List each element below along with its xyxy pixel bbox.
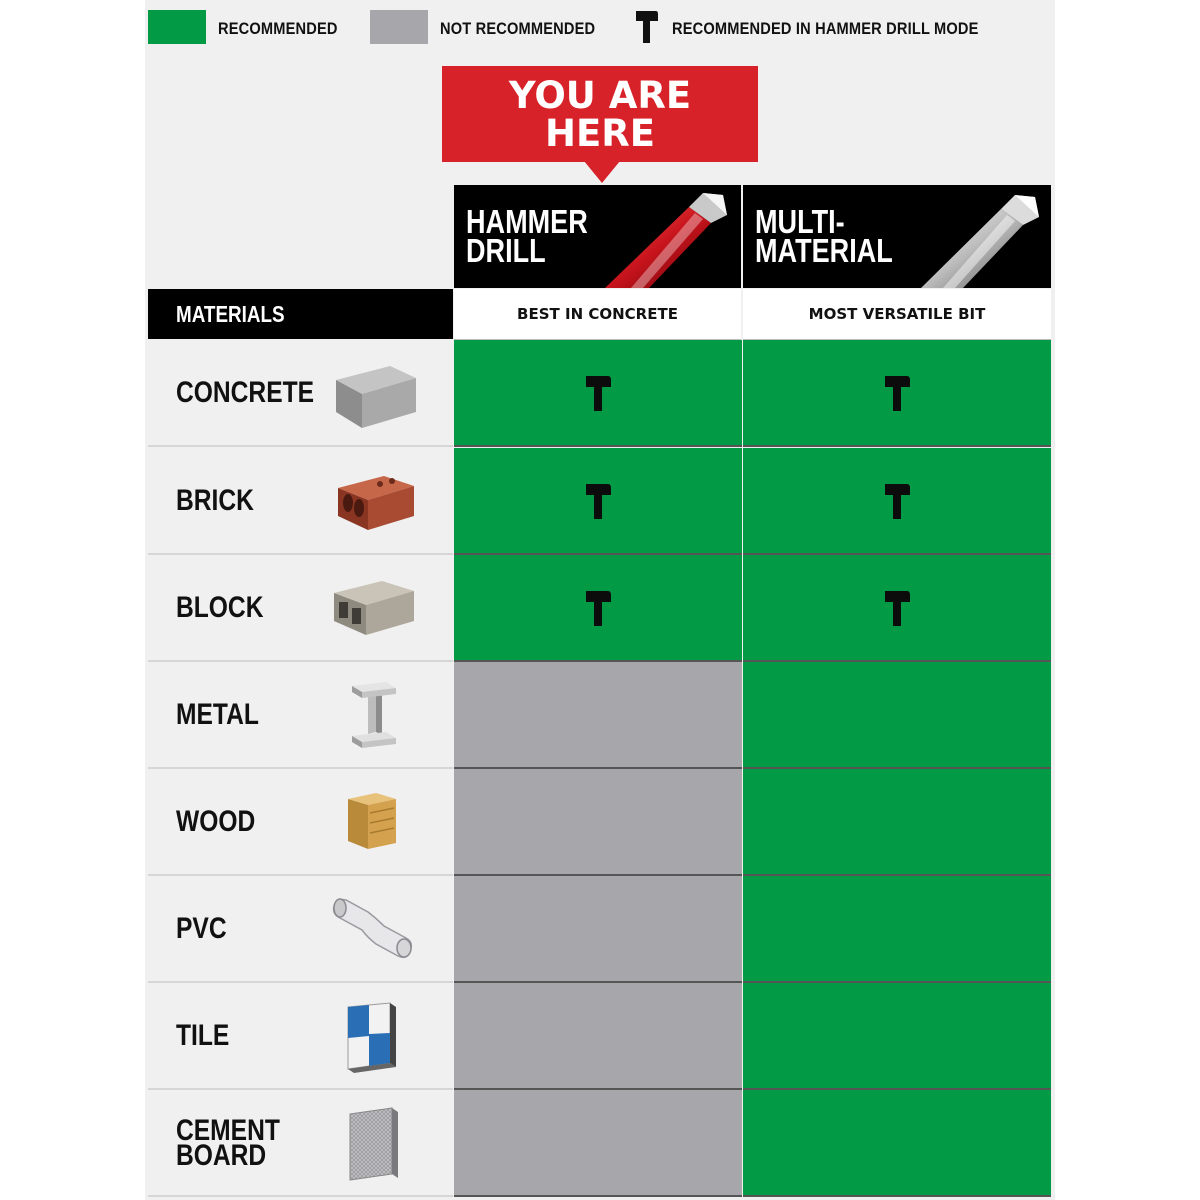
table-row xyxy=(148,555,1051,662)
column-subtitle-hammer-drill: BEST IN CONCRETE xyxy=(454,289,741,340)
table-row xyxy=(148,983,1051,1090)
not-recommended-cell xyxy=(454,769,742,876)
red-drill-bit-icon xyxy=(591,185,741,288)
hammer-icon xyxy=(583,374,613,412)
not-recommended-cell xyxy=(454,876,742,983)
material-cell xyxy=(148,555,453,662)
table-row xyxy=(148,1090,1051,1197)
material-cell xyxy=(148,983,453,1090)
materials-header: MATERIALS xyxy=(148,289,453,339)
legend-hammer-mode-label: RECOMMENDED IN HAMMER DRILL MODE xyxy=(672,19,979,38)
hammer-icon xyxy=(882,374,912,412)
material-label: METAL xyxy=(176,698,259,731)
not-recommended-cell xyxy=(454,1090,742,1197)
recommended-cell xyxy=(454,555,742,662)
recommended-cell xyxy=(743,340,1051,447)
table-row xyxy=(148,876,1051,983)
callout-pointer xyxy=(584,161,620,183)
hammer-icon xyxy=(882,482,912,520)
material-cell xyxy=(148,340,453,447)
table-row xyxy=(148,448,1051,555)
table-row xyxy=(148,662,1051,769)
callout-line-2: HERE xyxy=(544,112,655,155)
recommended-cell xyxy=(743,876,1051,983)
column-subtitle-multi-material: MOST VERSATILE BIT xyxy=(743,289,1051,340)
recommended-cell xyxy=(454,448,742,555)
column-title-multi-material: MULTI- MATERIAL xyxy=(755,203,893,269)
silver-drill-bit-icon xyxy=(901,185,1051,288)
table-row xyxy=(148,769,1051,876)
recommended-cell xyxy=(743,1090,1051,1197)
legend-not-recommended-label: NOT RECOMMENDED xyxy=(440,19,596,38)
recommended-cell xyxy=(743,983,1051,1090)
not-recommended-cell xyxy=(454,662,742,769)
material-cell xyxy=(148,1090,453,1197)
hammer-icon xyxy=(882,589,912,627)
you-are-here-callout xyxy=(442,66,758,162)
material-label: PVC xyxy=(176,912,227,945)
material-label: CEMENT BOARD xyxy=(176,1114,280,1172)
material-label: WOOD xyxy=(176,805,256,838)
column-title-hammer-drill: HAMMER DRILL xyxy=(466,203,588,269)
material-cell xyxy=(148,662,453,769)
legend-recommended-swatch xyxy=(148,10,206,44)
hammer-icon xyxy=(634,9,660,45)
material-label: TILE xyxy=(176,1019,230,1052)
material-label: BRICK xyxy=(176,484,254,517)
table-row xyxy=(148,340,1051,447)
material-label: BLOCK xyxy=(176,591,264,624)
material-label: CONCRETE xyxy=(176,376,315,409)
recommended-cell xyxy=(743,448,1051,555)
recommended-cell xyxy=(454,340,742,447)
recommended-cell xyxy=(743,769,1051,876)
callout-line-1: YOU ARE xyxy=(508,74,692,117)
recommended-cell xyxy=(743,662,1051,769)
hammer-icon xyxy=(583,482,613,520)
column-header-multi-material xyxy=(743,185,1051,288)
material-cell xyxy=(148,769,453,876)
hammer-icon xyxy=(583,589,613,627)
legend xyxy=(148,10,1048,46)
column-header-hammer-drill xyxy=(454,185,741,288)
material-cell xyxy=(148,448,453,555)
legend-not-recommended-swatch xyxy=(370,10,428,44)
material-cell xyxy=(148,876,453,983)
not-recommended-cell xyxy=(454,983,742,1090)
legend-recommended-label: RECOMMENDED xyxy=(218,19,338,38)
recommended-cell xyxy=(743,555,1051,662)
